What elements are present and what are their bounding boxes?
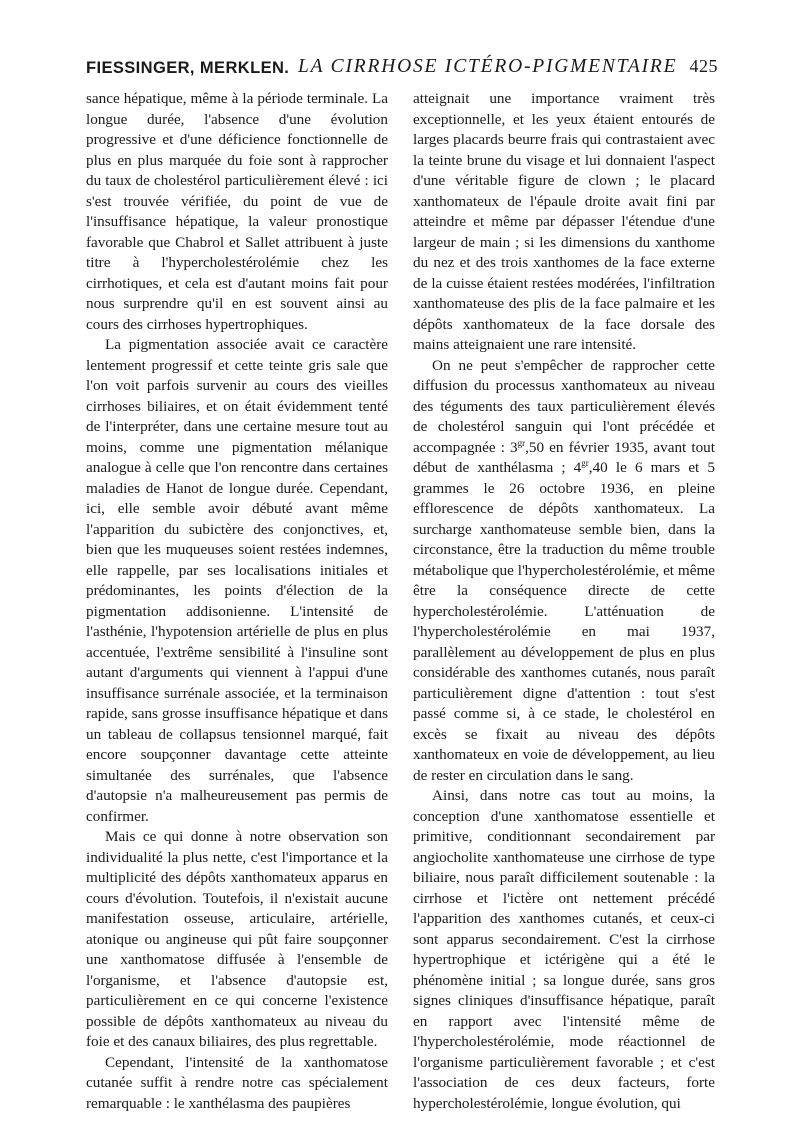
paragraph: sance hépatique, même à la période terminale. La longue durée, l'absence d'une évolution progressive et d'une déficience fonctionnelle de plus en plus marquée du foie sont à rapprocher du taux de cholestérol particulièrement élevé : ici s'est trouvée vérifiée, du point de vue de l'insuffisance hépatique, la valeur pronostique favorable que Chabrol et Sallet attribuent à juste titre à l'hypercholestérolémie chez les cirrhotiques, et cela est d'autant moins fait pour nous surprendre qu'il en est souvent ainsi au cours des cirrhoses hypertrophiques. (86, 90, 388, 333)
running-header (86, 56, 718, 84)
paragraph: Cependant, l'intensité de la xanthomatose cutanée suffit à rendre notre cas spécialement remarquable : le xanthélasma des paupières (86, 1053, 388, 1112)
paragraph (413, 356, 715, 787)
paragraph: Ainsi, dans notre cas tout au moins, la conception d'une xanthomatose essentielle et primitive, conditionnant secondairement par angiocholite xanthomateuse une cirrhose de type biliaire, nous paraît difficilement soutenable : la cirrhose et l'ictère ont nettement précédé l'apparition des xanthomes cutanés, et ceux-ci sont apparus secondairement. C'est la cirrhose hypertrophique et ictérigène qui a été le phénomène initial ; sa longue durée, sans gros signes cliniques d'insuffisance hépatique, paraît en rapport avec l'intensité même de l'hypercholestérolémie, mode réactionnel de l'organisme particulièrement favorable ; et c'est l'association de ces deux facteurs, forte hypercholestérolémie, longue évolution, qui (413, 787, 715, 1112)
paragraph: Mais ce qui donne à notre observation son individualité la plus nette, c'est l'importance et la multiplicité des dépôts xanthomateux apparus en cours d'évolution. Toutefois, il n'existait aucune manifestation osseuse, articulaire, artérielle, atonique ou angineuse qui pût faire soupçonner une xanthomatose diffusée à l'ensemble de l'organisme, et l'absence d'autopsie est, particulièrement en ce qui concerne l'existence possible de dépôts xanthomateux au niveau du foie et des canaux biliaires, des plus regrettable. (86, 828, 388, 1050)
right-column (413, 89, 715, 1114)
page-number: 425 (689, 56, 718, 76)
paragraph-text: ,50 en février 1935, avant tout début de xanthélasma ; 4 (413, 438, 715, 476)
paragraph: atteignait une importance vraiment très exceptionnelle, et les yeux étaient entourés de larges placards beurre frais qui contrastaient avec la teinte brune du visage et lui donnaient l'aspect d'une véritable figure de clown ; le placard xanthomateux de l'épaule droite avait fini par atteindre et même par dépasser l'étendue d'une largeur de main ; si les dimensions du xanthome du nez et des trois xanthomes de la face externe de la cuisse étaient restées modérées, l'infiltration xanthomateuse des plis de la face palmaire et les dépôts xanthomateux de la face dorsale des mains atteignaient une rare intensité. (413, 90, 715, 353)
running-header-authors: FIESSINGER, MERKLEN. (86, 59, 290, 77)
paragraph-text: ,40 le 6 mars et 5 grammes le 26 octobre 1936, en pleine efflorescence de dépôts xanthomateux. La surcharge xanthomateuse semble bien, dans la circonstance, être la traduction du même trouble métabolique que l'hypercholestérolémie, et même être la conséquence directe de cette hypercholestérolémie. L'atténuation de l'hypercholestérolémie en mai 1937, parallèlement au développement de plus en plus considérable des xanthomes cutanés, nous paraît particulièrement digne d'attention : tout s'est passé comme si, à ce stade, le cholestérol en excès se fixait au niveau des dépôts xanthomateux en voie de développement, au lieu de rester en circulation dans le sang. (413, 459, 715, 784)
left-column (86, 89, 388, 1114)
unit-superscript: gr (581, 458, 589, 468)
unit-superscript: gr (517, 437, 526, 448)
running-header-title: LA CIRRHOSE ICTÉRO-PIGMENTAIRE (298, 56, 678, 77)
paragraph: La pigmentation associée avait ce caractère lentement progressif et cette teinte gris sale que l'on voit parfois survenir au cours des vieilles cirrhoses biliaires, et on était évidemment tenté de l'interpréter, dans une certaine mesure tout au moins, comme une pigmentation mélanique analogue à celle que l'on rencontre dans certaines maladies de Hanot de longue durée. Cependant, ici, elle semble avoir débuté avant même l'apparition du subictère des conjonctives, et, bien que les muqueuses soient restées indemnes, elle rappelle, par ses localisations initiales et prédominantes, les points d'élection de la pigmentation addisonienne. L'intensité de l'asthénie, l'hypotension artérielle de plus en plus accentuée, l'extrême sensibilité à l'insuline sont autant d'arguments qui viennent à l'appui d'une insuffisance surrénale associée, et la terminaison rapide, sans grosse insuffisance hépatique et dans un tableau de collapsus tensionnel marqué, fait encore soupçonner davantage cette atteinte simultanée des surrénales, que l'absence d'autopsie n'a malheureusement pas permis de confirmer. (86, 336, 388, 825)
paragraph-text: On ne peut s'empêcher de rapprocher cette diffusion du processus xanthomateux au niveau des téguments des taux particulièrement élevés de cholestérol sanguin qui l'ont précédée et accompagnée : 3 (413, 356, 715, 456)
